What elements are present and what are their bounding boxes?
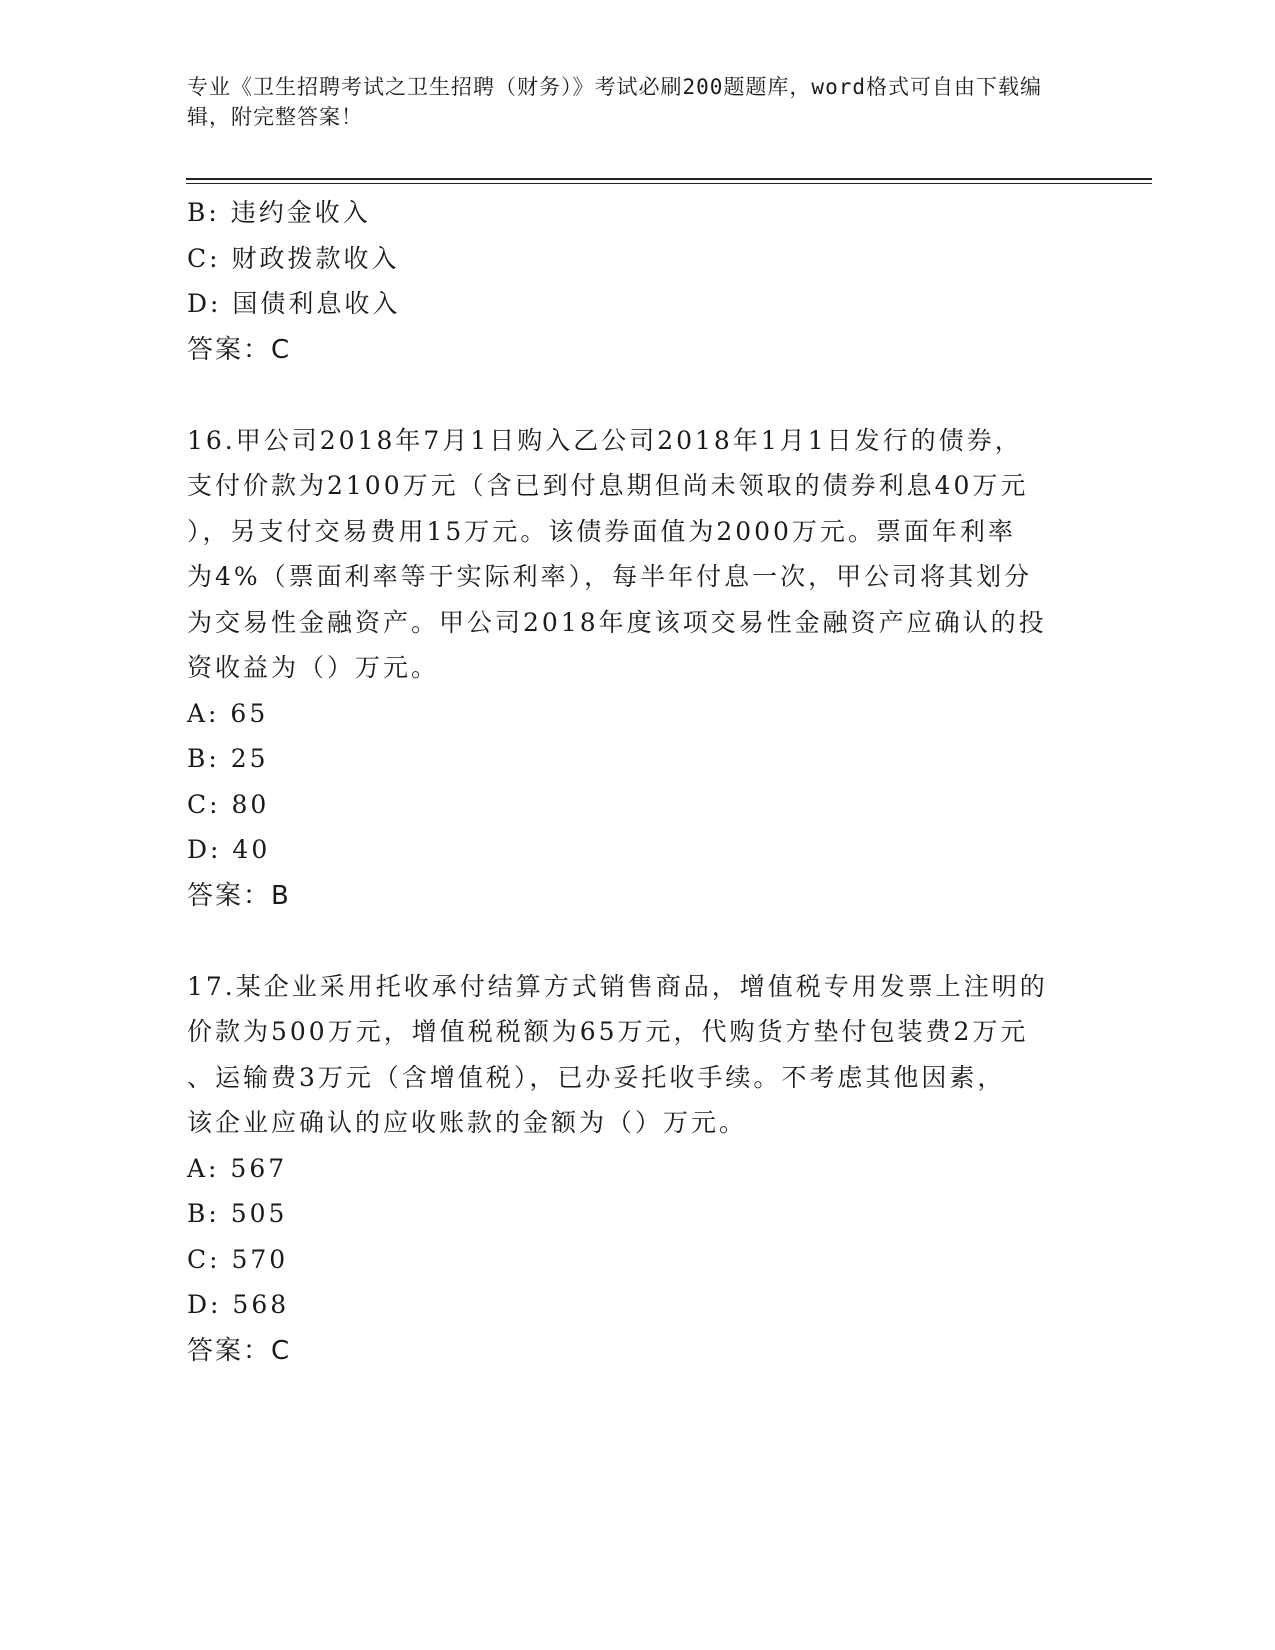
question-text-line: 16.甲公司2018年7月1日购入乙公司2018年1月1日发行的债券，: [187, 425, 1023, 455]
header-rule-thin: [186, 183, 1152, 184]
question-text-line: 资收益为（）万元。: [187, 653, 440, 682]
question-text-line: 17.某企业采用托收承付结算方式销售商品，增值税专用发票上注明的: [187, 971, 1048, 1001]
option-b: B: 违约金收入: [187, 198, 371, 227]
option-a: A: 65: [187, 698, 269, 728]
question-text-line: 价款为500万元，增值税税额为65万元，代购货方垫付包装费2万元: [187, 1017, 1029, 1046]
option-c: C: 570: [187, 1244, 289, 1274]
answer: 答案：C: [187, 334, 292, 365]
spacer: [187, 919, 1087, 964]
answer: 答案：C: [187, 1335, 292, 1366]
header-rule-thick: [186, 178, 1152, 180]
question-text-line: 、运输费3万元（含增值税），已办妥托收手续。不考虑其他因素，: [187, 1062, 1006, 1092]
option-d: D: 568: [187, 1290, 290, 1319]
option-a: A: 567: [187, 1153, 288, 1183]
question-text-line: 支付价款为2100万元（含已到付息期但尚未领取的债券利息40万元: [187, 471, 1029, 500]
option-c: C: 80: [187, 789, 270, 819]
question-text-line: 该企业应确认的应收账款的金额为（）万元。: [187, 1108, 748, 1137]
spacer: [187, 373, 1087, 418]
option-b: B: 505: [187, 1199, 288, 1228]
prev-question: [187, 190, 1087, 373]
question-text-line: 为交易性金融资产。甲公司2018年度该项交易性金融资产应确认的投: [187, 607, 1047, 637]
question-16: [187, 418, 1087, 919]
document-body: [187, 190, 1087, 1374]
question-text-line: 为4%（票面利率等于实际利率），每半年付息一次，甲公司将其划分: [187, 562, 1033, 591]
question-text-line: ），另支付交易费用15万元。该债券面值为2000万元。票面年利率: [187, 516, 1016, 546]
option-d: D: 国债利息收入: [187, 289, 401, 318]
answer: 答案：B: [187, 880, 291, 911]
option-c: C: 财政拨款收入: [187, 243, 400, 273]
document-header: 专业《卫生招聘考试之卫生招聘（财务）》考试必刷200题题库，word格式可自由下载编辑，附完整答案！: [187, 75, 1042, 129]
option-d: D: 40: [187, 835, 271, 864]
option-b: B: 25: [187, 744, 269, 773]
question-17: [187, 964, 1087, 1374]
